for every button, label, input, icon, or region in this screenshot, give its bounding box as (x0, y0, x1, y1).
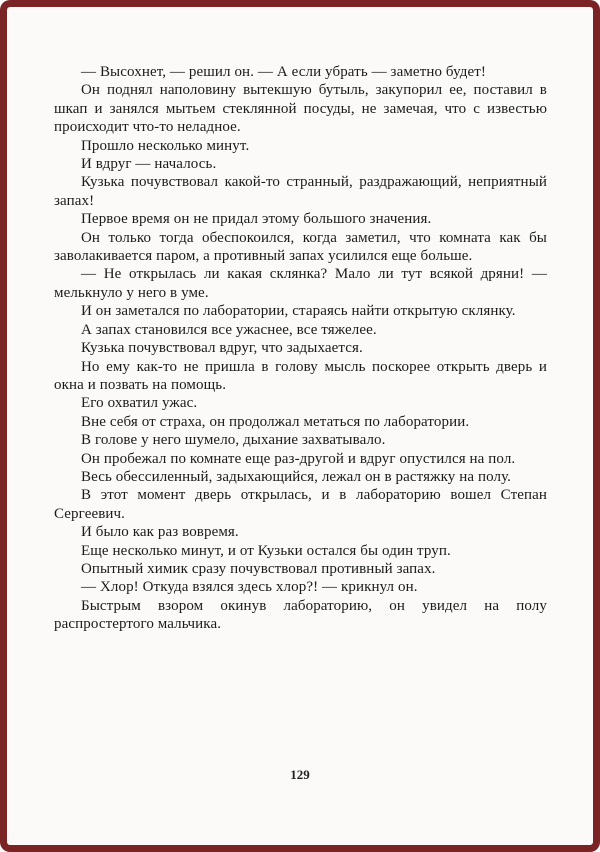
paragraph: Его охватил ужас. (81, 395, 198, 412)
paragraph: В этот момент дверь открылась, и в лабораторию вошел Степан Сергеевич. (54, 487, 547, 522)
paragraph: Прошло несколько минут. (81, 137, 250, 154)
paragraph: И вдруг — началось. (81, 156, 217, 173)
paragraph: И он заметался по лаборатории, стараясь найти открытую склянку. (81, 303, 516, 320)
paragraph: А запах становился все ужаснее, все тяжелее. (81, 321, 377, 338)
paragraph: — Хлор! Откуда взялся здесь хлор?! — крикнул он. (81, 579, 418, 596)
paragraph: Опытный химик сразу почувствовал противный запах. (81, 560, 436, 577)
paragraph: — Высохнет, — решил он. — А если убрать — заметно будет! (81, 64, 486, 80)
paragraph: Он поднял наполовину вытекшую бутыль, закупорил ее, поставил в шкап и занялся мытьем стеклянной посуды, не замечая, что с известью происходит что-то неладное. (54, 82, 547, 136)
paragraph: Но ему как-то не пришла в голову мысль поскорее открыть дверь и окна и позвать на помощь. (54, 358, 547, 393)
paragraph: — Не открылась ли какая склянка? Мало ли тут всякой дряни! — мелькнуло у него в уме. (54, 266, 547, 301)
paragraph: И было как раз вовремя. (81, 524, 239, 541)
paragraph: Он пробежал по комнате еще раз-другой и вдруг опустился на пол. (81, 450, 516, 467)
book-page (7, 7, 593, 845)
paragraph: Он только тогда обеспокоился, когда заметил, что комната как бы заволакивается паром, а противный запах усилился еще больше. (54, 229, 547, 265)
paragraph: Вне себя от страха, он продолжал метаться по лаборатории. (81, 413, 470, 430)
paragraph: Кузька почувствовал какой-то странный, раздражающий, неприятный запах! (54, 174, 547, 209)
paragraph: Кузька почувствовал вдруг, что задыхается. (81, 340, 363, 357)
paragraph: Первое время он не придал этому большого значения. (81, 211, 432, 228)
page-number: 129 (290, 767, 310, 782)
page-text (54, 63, 547, 634)
paragraph: В голове у него шумело, дыхание захватывало. (81, 432, 386, 449)
paragraph: Весь обессиленный, задыхающийся, лежал он в растяжку на полу. (81, 468, 512, 485)
paragraph: Быстрым взором окинув лабораторию, он увидел на полу распростертого мальчика. (54, 597, 547, 633)
paragraph: Еще несколько минут, и от Кузьки остался бы один труп. (81, 542, 451, 559)
